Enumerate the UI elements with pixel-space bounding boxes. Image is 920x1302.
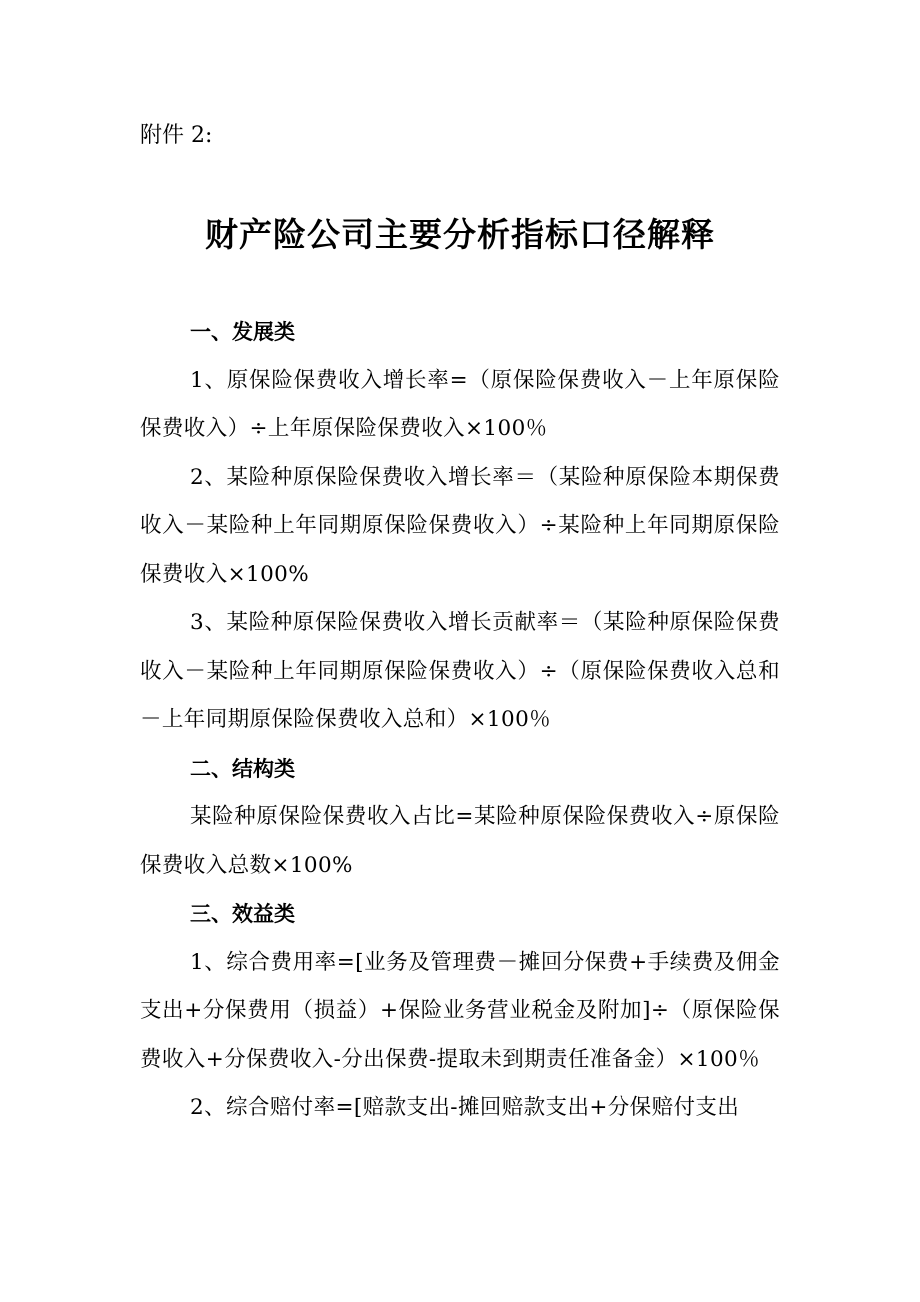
paragraph-premium-growth-rate: 1、原保险保费收入增长率=（原保险保费收入－上年原保险保费收入）÷上年原保险保费收入×100％ (140, 367, 780, 441)
paragraph-combined-expense-ratio: 1、综合费用率=[业务及管理费－摊回分保费+手续费及佣金支出+分保费用（损益）+保险业务营业税金及附加]÷（原保险保费收入+分保费收入-分出保费-提取未到期责任准备金）×100％ (140, 949, 780, 1072)
paragraph-line-premium-share: 某险种原保险保费收入占比=某险种原保险保费收入÷原保险保费收入总数×100% (140, 804, 780, 878)
paragraph-combined-loss-ratio: 2、综合赔付率=[赔款支出-摊回赔款支出+分保赔付支出 (190, 1095, 740, 1120)
attachment-label: 附件 2: (140, 123, 213, 148)
document-body (140, 308, 780, 1133)
section-heading-development: 一、发展类 (190, 320, 295, 344)
page-title: 财产险公司主要分析指标口径解释 (205, 215, 715, 254)
paragraph-line-growth-contribution-rate: 3、某险种原保险保费收入增长贡献率＝（某险种原保险保费收入－某险种上年同期原保险保费收入）÷（原保险保费收入总和－上年同期原保险保费收入总和）×100％ (140, 610, 780, 732)
paragraph-line-premium-growth-rate: 2、某险种原保险保费收入增长率＝（某险种原保险本期保费收入－某险种上年同期原保险保费收入）÷某险种上年同期原保险保费收入×100% (140, 464, 780, 587)
section-heading-structure: 二、结构类 (190, 756, 295, 781)
section-heading-benefit: 三、效益类 (190, 902, 295, 926)
